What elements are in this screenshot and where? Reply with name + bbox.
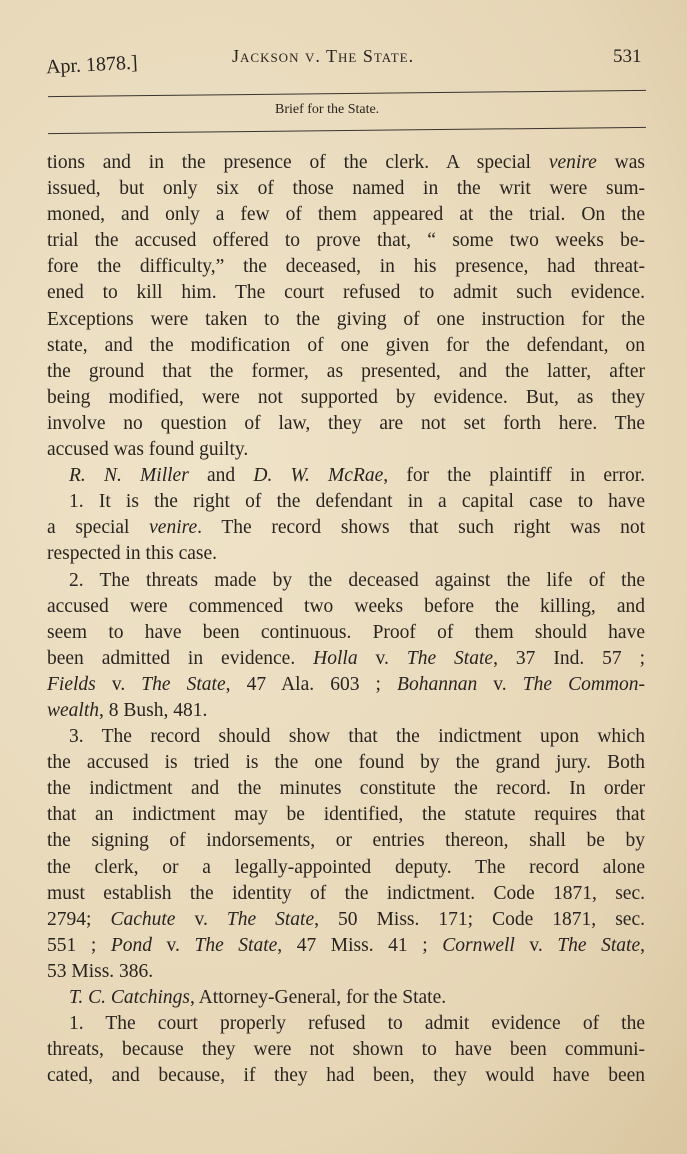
italic-text: R. N. Miller <box>69 465 189 487</box>
text-line <box>47 359 645 385</box>
text-line <box>47 1011 645 1037</box>
text-segment: v. <box>95 673 142 695</box>
text-line <box>47 280 645 306</box>
text-line <box>47 881 645 907</box>
text-line <box>47 385 645 411</box>
text-line <box>47 202 645 228</box>
text-line <box>47 855 645 881</box>
text-line <box>47 933 645 959</box>
text-segment: been admitted in evidence. <box>47 647 314 669</box>
text-segment: Exceptions were taken to the giving of one instruction for the <box>47 308 645 330</box>
text-segment: . The record shows that such right was not <box>197 517 645 539</box>
text-line <box>47 515 645 541</box>
text-segment: accused was found guilty. <box>47 439 249 461</box>
italic-text: T. C. Catchings <box>69 987 190 1008</box>
text-line <box>47 959 645 985</box>
text-segment: issued, but only six of those named in the writ were sum- <box>47 178 645 200</box>
italic-text: venire <box>149 517 198 539</box>
text-segment: the signing of indorsements, or entries thereon, shall be by <box>47 830 645 852</box>
text-line <box>47 828 645 854</box>
italic-text: The State <box>194 934 278 956</box>
section-subtitle: Brief for the State. <box>275 102 380 117</box>
header-rule-bottom <box>48 127 646 134</box>
text-line <box>47 541 645 567</box>
text-line <box>47 672 645 698</box>
running-header <box>0 44 687 84</box>
text-segment: the accused is tried is the one found by the grand jury. Both <box>47 752 645 774</box>
text-segment: v. <box>151 934 195 956</box>
italic-text: Bohannan <box>397 673 478 695</box>
text-line <box>47 150 645 176</box>
header-date: Apr. 1878.] <box>45 51 139 79</box>
text-segment: , 50 Miss. 171; Code 1871, sec. <box>314 908 645 930</box>
text-line <box>47 333 645 359</box>
text-line <box>47 907 645 933</box>
text-line <box>47 594 645 620</box>
text-line <box>47 411 645 437</box>
italic-text: Fields <box>47 673 96 695</box>
text-line <box>47 568 645 594</box>
page-number: 531 <box>613 46 642 67</box>
text-segment: 551 ; <box>47 934 111 956</box>
text-segment: , 37 Ind. 57 ; <box>493 647 645 669</box>
italic-text: venire <box>548 152 597 173</box>
text-line <box>47 698 645 724</box>
text-line <box>47 437 645 463</box>
text-segment: the ground that the former, as presented, and the latter, after <box>47 360 645 382</box>
text-line <box>47 1037 645 1063</box>
text-segment: trial the accused offered to prove that, “ some two weeks be- <box>47 230 645 252</box>
text-line <box>47 307 645 333</box>
text-segment: the indictment and the minutes constitute the record. In order <box>47 778 645 800</box>
text-line <box>47 724 645 750</box>
text-segment: 2. The threats made by the deceased against the life of the <box>69 569 645 591</box>
text-segment: v. <box>477 673 523 695</box>
text-segment: , 8 Bush, 481. <box>99 699 208 721</box>
italic-text: D. W. McRae <box>253 465 384 487</box>
text-line <box>47 1063 645 1089</box>
text-segment: , 47 Ala. 603 ; <box>225 673 398 695</box>
text-line <box>47 463 645 489</box>
text-segment: involve no question of law, they are not set forth here. The <box>47 412 645 434</box>
text-segment: , for the plaintiff in error. <box>383 465 645 487</box>
header-case-title: Jackson v. The State. <box>232 46 415 66</box>
text-segment: v. <box>175 908 227 930</box>
italic-text: Cornwell <box>442 934 515 956</box>
italic-text: The State <box>141 673 226 695</box>
text-line <box>47 646 645 672</box>
text-segment: ened to kill him. The court refused to admit such evidence. <box>47 282 645 304</box>
text-segment: v. <box>514 934 558 956</box>
text-segment: , 47 Miss. 41 ; <box>277 934 443 956</box>
text-segment: and <box>188 465 254 487</box>
text-segment: must establish the identity of the indictment. Code 1871, sec. <box>47 882 645 904</box>
italic-text: Pond <box>110 934 152 956</box>
italic-text: Cachute <box>110 908 176 930</box>
text-line <box>47 750 645 776</box>
body-text <box>47 150 645 1089</box>
text-segment: respected in this case. <box>47 543 218 565</box>
text-line <box>47 228 645 254</box>
text-segment: moned, and only a few of them appeared at the trial. On the <box>47 204 645 226</box>
text-line <box>47 176 645 202</box>
text-segment: that an indictment may be identified, the statute requires that <box>47 804 645 826</box>
text-segment: 2794; <box>47 908 111 930</box>
text-line <box>47 802 645 828</box>
text-segment: threats, because they were not shown to have been communi- <box>47 1039 645 1061</box>
header-rule-top <box>48 90 646 97</box>
text-line <box>47 985 645 1011</box>
text-line <box>47 620 645 646</box>
text-segment: seem to have been continuous. Proof of them should have <box>47 621 645 643</box>
text-segment: v. <box>357 647 407 669</box>
italic-text: The Common- <box>522 673 645 695</box>
text-segment: cated, and because, if they had been, they would have been <box>47 1065 645 1087</box>
text-segment: accused were commenced two weeks before the killing, and <box>47 595 645 617</box>
text-segment: , Attorney-General, for the State. <box>190 987 447 1008</box>
text-segment: 1. The court properly refused to admit evidence of the <box>69 1013 645 1035</box>
italic-text: wealth <box>47 699 99 721</box>
text-segment: 1. It is the right of the defendant in a capital case to have <box>69 491 645 513</box>
text-segment: the clerk, or a legally-appointed deputy. The record alone <box>47 856 645 878</box>
text-segment: tions and in the presence of the clerk. A special <box>47 152 549 173</box>
text-segment: being modified, were not supported by evidence. But, as they <box>47 386 645 408</box>
text-segment: 3. The record should show that the indictment upon which <box>69 726 645 748</box>
text-line <box>47 776 645 802</box>
text-line <box>47 254 645 280</box>
italic-text: The State <box>406 647 494 669</box>
text-line <box>47 489 645 515</box>
italic-text: The State <box>557 934 641 956</box>
text-segment: a special <box>47 517 150 539</box>
text-segment: fore the difficulty,” the deceased, in his presence, had threat- <box>47 256 645 278</box>
text-segment: 53 Miss. 386. <box>47 960 154 982</box>
text-segment: was <box>596 152 645 173</box>
italic-text: Holla <box>313 647 358 669</box>
text-segment: state, and the modification of one given for the defendant, on <box>47 334 645 356</box>
text-segment: , <box>640 934 645 956</box>
italic-text: The State <box>226 908 315 930</box>
